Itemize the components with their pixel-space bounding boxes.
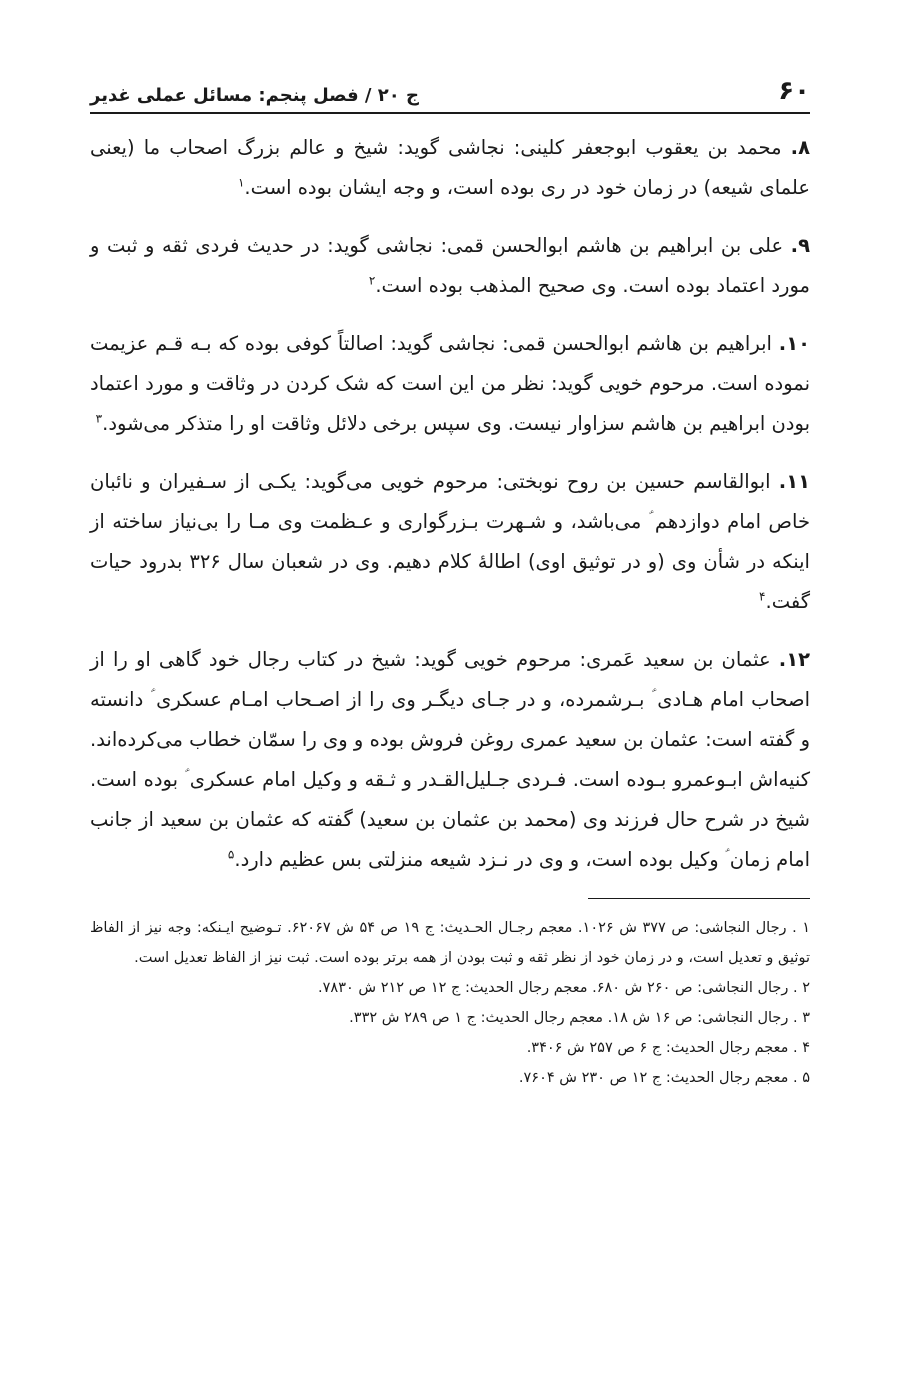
footnote-ref[interactable]: ۵ [227,847,235,862]
footnotes [90,913,810,1093]
footnote-item: ۴ . معجم رجال الحدیث: ج ۶ ص ۲۵۷ ش ۳۴۰۶. [526,1040,810,1056]
paragraph-12 [90,640,810,880]
footnote-item: ۲ . رجال النجاشی: ص ۲۶۰ ش ۶۸۰. معجم رجال الحدیث: ج ۱۲ ص ۲۱۲ ش ۷۸۳۰. [318,980,810,996]
paragraph-10 [90,324,810,444]
footnote-ref[interactable]: ۲ [368,273,376,288]
paragraph-text: محمد بن یعقوب ابوجعفر کلینی: نجاشی گوید: شیخ و عالم بزرگ اصحاب ما (یعنی علمای شیعه) در زمان خود در ری بوده است، و وجه ایشان بوده است. [90,136,810,199]
paragraph-9 [90,226,810,306]
footnote-ref[interactable]: ۳ [95,411,103,426]
page-header [90,68,810,114]
footnote-ref[interactable]: ۴ [759,589,766,604]
footnote-item: ۱ . رجال النجاشی: ص ۳۷۷ ش ۱۰۲۶. معجم رجـال الحـدیث: ج ۱۹ ص ۵۴ ش ۶۲۰۶۷. تـوضیح ایـنکه: وجه نیز از الفاظ توثیق و تعدیل است، و در زمان خود از نظر ثقه و ثبت بودن از همه برتر بوده است. ثبت نیز از الفاظ تعدیل است. [90,920,811,966]
paragraph-text: ابوالقاسم حسین بن روح نوبختی: مرحوم خویی می‌گوید: یکـی از سـفیران و نائبان خاص امام دوازدهم ؑ می‌باشد، و شـهرت بـزرگواری و عـظمت وی مـا را بی‌نیاز ساخته از اینکه در شأن وی (و در توثیق اوی) اطالهٔ کلام دهیم. وی در شعبان سال ۳۲۶ بدرود حیات گفت. [90,470,810,613]
entry-number: ۱۰. [778,332,810,355]
page-body [90,128,810,880]
entry-number: ۱۱. [778,470,810,493]
entry-number: ۸. [790,136,810,159]
page-number: ۶۰ [778,76,810,106]
paragraph-text: ابراهیم بن هاشم ابوالحسن قمی: نجاشی گوید: اصالتاً کوفی بوده که بـه قـم عزیمت نموده است. مرحوم خویی گوید: نظر من این است که شک کردن در وثاقت و مورد اعتماد بودن ابراهیم بن هاشم سزاوار نیست. وی سپس برخی دلائل وثاقت او را متذکر می‌شود. [90,332,810,435]
footnote-item: ۳ . رجال النجاشی: ص ۱۶ ش ۱۸. معجم رجال الحدیث: ج ۱ ص ۲۸۹ ش ۳۳۲. [349,1010,810,1026]
paragraph-text: عثمان بن سعید عَمری: مرحوم خویی گوید: شیخ در کتاب رجال خود گاهی او را از اصحاب امام هـادی ؑ بـرشمرده، و در جـای دیگـر وی را از اصـحاب امـام عسکری ؑ دانسته و گفته است: عثمان بن سعید عمری روغن فروش بوده و وی را سمّان خطاب می‌کرده‌اند. کنیه‌اش ابـوعمرو بـوده است. فـردی جـلیل‌القـدر و ثـقه و وکیل امام عسکری ؑ بوده است. شیخ در شرح حال فرزند وی (محمد بن عثمان بن سعید) گفته که عثمان بن سعید از جانب امام زمان ؑ وکیل بوده است، و وی در نـزد شیعه منزلتی بس عظیم دارد. [90,648,810,871]
paragraph-11 [90,462,810,622]
entry-number: ۱۲. [778,648,810,671]
entry-number: ۹. [790,234,810,257]
paragraph-8 [90,128,810,208]
footnote-ref[interactable]: ۱ [237,175,245,190]
footnote-item: ۵ . معجم رجال الحدیث: ج ۱۲ ص ۲۳۰ ش ۷۶۰۴. [518,1070,810,1086]
footnote-divider [588,898,810,899]
paragraph-text: علی بن ابراهیم بن هاشم ابوالحسن قمی: نجاشی گوید: در حدیث فردی ثقه و ثبت و مورد اعتماد بوده است. وی صحیح المذهب بوده است. [90,234,810,297]
running-title: ج ۲۰ / فصل پنجم: مسائل عملی غدیر [90,85,420,106]
